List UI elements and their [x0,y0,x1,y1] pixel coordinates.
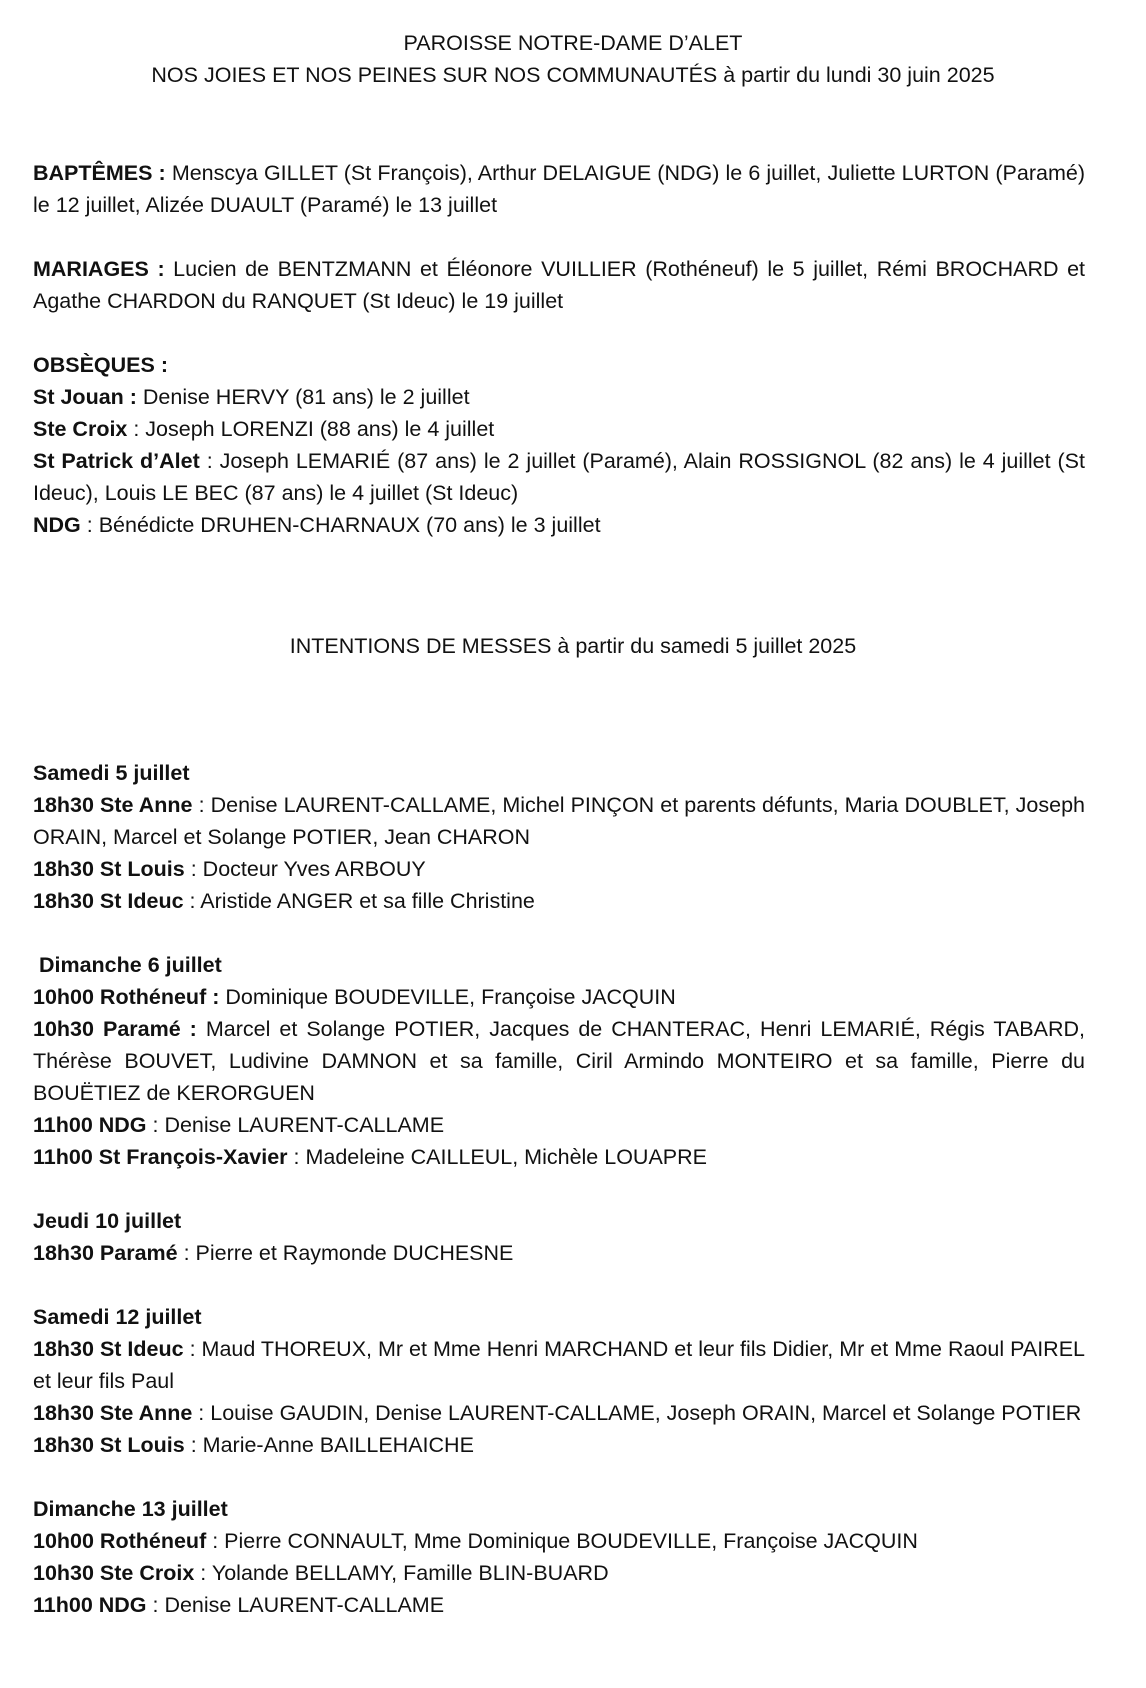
mass-entry [33,1397,1085,1429]
mass-text: : Pierre et Raymonde DUCHESNE [177,1241,514,1265]
mass-text: : Denise LAURENT-CALLAME [146,1113,445,1137]
obseques-item [33,413,1085,445]
obseques-text: Denise HERVY (81 ans) le 2 juillet [136,385,470,409]
mass-text: Dominique BOUDEVILLE, Françoise JACQUIN [219,985,676,1009]
mass-time: 11h00 NDG [33,1113,147,1137]
mass-time: 18h30 St Louis [33,1433,185,1457]
day-heading: Samedi 5 juillet [33,761,190,785]
mass-time: 10h00 Rothéneuf [33,1529,207,1553]
day-heading: Dimanche 6 juillet [33,953,222,977]
mass-entry [33,789,1085,853]
day-heading: Jeudi 10 juillet [33,1209,182,1233]
intentions-section [33,757,1085,1621]
obseques-item [33,509,1085,541]
joys-sorrows-section [33,157,1085,541]
mariages-text: Lucien de BENTZMANN et Éléonore VUILLIER (Rothéneuf) le 5 juillet, Rémi BROCHARD et Agathe CHARDON du RANQUET (St Ideuc) le 19 juillet [33,257,1086,313]
obseques-place: St Jouan : [33,385,137,409]
mass-time: 10h30 Paramé : [33,1017,197,1041]
mass-entry [33,1557,1085,1589]
mass-text: : Pierre CONNAULT, Mme Dominique BOUDEVILLE, Françoise JACQUIN [206,1529,918,1553]
mass-time: 10h00 Rothéneuf : [33,985,220,1009]
mass-entry [33,1013,1085,1109]
obseques-text: : Joseph LORENZI (88 ans) le 4 juillet [127,417,495,441]
mass-entry [33,1429,1085,1461]
mass-text: : Marie-Anne BAILLEHAICHE [184,1433,474,1457]
mass-time: 11h00 NDG [33,1593,147,1617]
mariages-label: MARIAGES : [33,257,165,281]
mass-text: : Docteur Yves ARBOUY [184,857,426,881]
mass-entry [33,885,1085,917]
mass-text: : Denise LAURENT-CALLAME, Michel PINÇON et parents défunts, Maria DOUBLET, Joseph ORAIN, Marcel et Solange POTIER, Jean CHARON [33,793,1085,849]
obseques-text: : Bénédicte DRUHEN-CHARNAUX (70 ans) le 3 juillet [80,513,601,537]
mass-time: 18h30 St Ideuc [33,1337,184,1361]
mass-text: Marcel et Solange POTIER, Jacques de CHANTERAC, Henri LEMARIÉ, Régis TABARD, Thérèse BOUVET, Ludivine DAMNON et sa famille, Ciril Armindo MONTEIRO et sa famille, Pierre du BOUËTIEZ de KERORGUEN [33,1017,1085,1105]
mass-time: 18h30 St Louis [33,857,185,881]
mass-text: : Louise GAUDIN, Denise LAURENT-CALLAME, Joseph ORAIN, Marcel et Solange POTIER [192,1401,1082,1425]
obseques-label: OBSÈQUES : [33,353,168,377]
baptemes-label: BAPTÊMES : [33,161,166,185]
mass-entry [33,1333,1085,1397]
mass-entry [33,853,1085,885]
mariages-paragraph [33,253,1085,317]
mass-entry [33,981,1085,1013]
mass-time: 18h30 Ste Anne [33,1401,193,1425]
mass-time: 18h30 Ste Anne [33,793,193,817]
joys-sorrows-title: NOS JOIES ET NOS PEINES SUR NOS COMMUNAUTÉS à partir du lundi 30 juin 2025 [151,63,995,87]
mass-text: : Yolande BELLAMY, Famille BLIN-BUARD [194,1561,609,1585]
intentions-title: INTENTIONS DE MESSES à partir du samedi 5 juillet 2025 [289,634,857,658]
parish-title: PAROISSE NOTRE-DAME D’ALET [403,31,743,55]
obseques-item [33,445,1085,509]
mass-entry [33,1237,1085,1269]
baptemes-text: Menscya GILLET (St François), Arthur DELAIGUE (NDG) le 6 juillet, Juliette LURTON (Paramé) le 12 juillet, Alizée DUAULT (Paramé) le 13 juillet [33,161,1085,217]
mass-time: 18h30 St Ideuc [33,889,184,913]
mass-entry [33,1525,1085,1557]
mass-entry [33,1141,1085,1173]
obseques-place: St Patrick d’Alet [33,449,200,473]
mass-time: 18h30 Paramé [33,1241,178,1265]
mass-text: : Denise LAURENT-CALLAME [146,1593,445,1617]
obseques-item [33,381,1085,413]
mass-entry [33,1589,1085,1621]
mass-entry [33,1109,1085,1141]
mass-time: 10h30 Ste Croix [33,1561,195,1585]
mass-time: 11h00 St François-Xavier [33,1145,288,1169]
obseques-text: : Joseph LEMARIÉ (87 ans) le 2 juillet (Paramé), Alain ROSSIGNOL (82 ans) le 4 juillet (St Ideuc), Louis LE BEC (87 ans) le 4 juillet (St Ideuc) [33,449,1085,505]
mass-text: : Aristide ANGER et sa fille Christine [183,889,535,913]
day-heading: Samedi 12 juillet [33,1305,202,1329]
obseques-place: Ste Croix [33,417,128,441]
mass-text: : Madeleine CAILLEUL, Michèle LOUAPRE [287,1145,707,1169]
baptemes-paragraph [33,157,1085,221]
mass-text: : Maud THOREUX, Mr et Mme Henri MARCHAND et leur fils Didier, Mr et Mme Raoul PAIREL et leur fils Paul [33,1337,1085,1393]
day-heading: Dimanche 13 juillet [33,1497,228,1521]
obseques-place: NDG [33,513,81,537]
